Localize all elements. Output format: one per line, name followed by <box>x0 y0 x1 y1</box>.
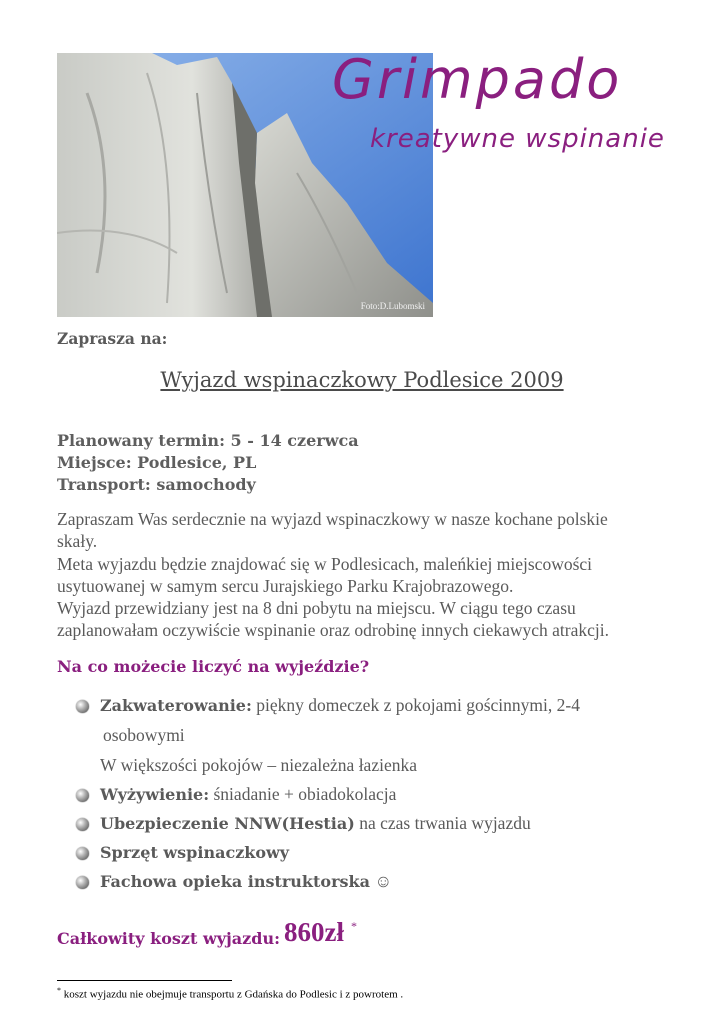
bullet-icon <box>76 847 89 860</box>
food-text: śniadanie + obiadokolacja <box>209 784 397 804</box>
instructor-label: Fachowa opieka instruktorska <box>100 872 370 891</box>
bullet-icon <box>76 876 89 889</box>
smiley-icon: ☺ <box>369 871 393 891</box>
bullet-icon <box>76 818 89 831</box>
bullet-icon <box>76 700 89 713</box>
gear-label: Sprzęt wspinaczkowy <box>100 843 290 862</box>
intro-line: Wyjazd przewidziany jest na 8 dni pobytu na miejscu. W ciągu tego czasu <box>57 598 576 619</box>
invite-label: Zaprasza na: <box>57 329 168 348</box>
intro-line: Zapraszam Was serdecznie na wyjazd wspinaczkowy w nasze kochane polskie <box>57 509 608 529</box>
footnote-ref: * <box>57 986 61 995</box>
accommodation-text: piękny domeczek z pokojami gościnnymi, 2-4 <box>251 695 580 715</box>
detail-place: Miejsce: Podlesice, PL <box>57 453 257 472</box>
photo-credit: Foto:D.Lubomski <box>360 301 425 311</box>
intro-line: skały. <box>57 531 98 552</box>
insurance-label: Ubezpieczenie NNW(Hestia) <box>100 814 355 833</box>
bullet-icon <box>76 789 89 802</box>
detail-date: Planowany termin: 5 - 14 czerwca <box>57 431 359 450</box>
footnote-text: koszt wyjazdu nie obejmuje transportu z Gdańska do Podlesic i z powrotem . <box>61 988 404 1001</box>
accommodation-label: Zakwaterowanie: <box>100 696 252 715</box>
accommodation-continuation: osobowymi <box>103 725 185 745</box>
accommodation-note: W większości pokojów – niezależna łazienka <box>100 755 417 775</box>
brand-logo-text: Grimpado <box>332 48 623 111</box>
footnote-divider <box>57 980 232 981</box>
footnote-marker: * <box>351 919 357 933</box>
intro-paragraph <box>57 508 677 642</box>
offer-heading: Na co możecie liczyć na wyjeździe? <box>57 657 370 676</box>
brand-tagline: kreatywne wspinanie <box>370 124 665 154</box>
intro-line: zaplanowałam oczywiście wspinanie oraz odrobinę innych ciekawych atrakcji. <box>57 620 609 641</box>
event-title: Wyjazd wspinaczkowy Podlesice 2009 <box>160 368 564 392</box>
intro-line: Meta wyjazdu będzie znajdować się w Podlesicach, maleńkiej miejscowości <box>57 553 593 574</box>
insurance-text: na czas trwania wyjazdu <box>354 813 531 833</box>
total-cost-label: Całkowity koszt wyjazdu: <box>57 929 280 948</box>
event-details <box>57 430 359 496</box>
intro-line: usytuowanej w samym sercu Jurajskiego Parku Krajobrazowego. <box>57 575 514 596</box>
footnote <box>57 986 403 1001</box>
total-cost-value: 860zł <box>284 917 344 947</box>
food-label: Wyżywienie: <box>100 785 210 804</box>
detail-transport: Transport: samochody <box>57 475 256 494</box>
